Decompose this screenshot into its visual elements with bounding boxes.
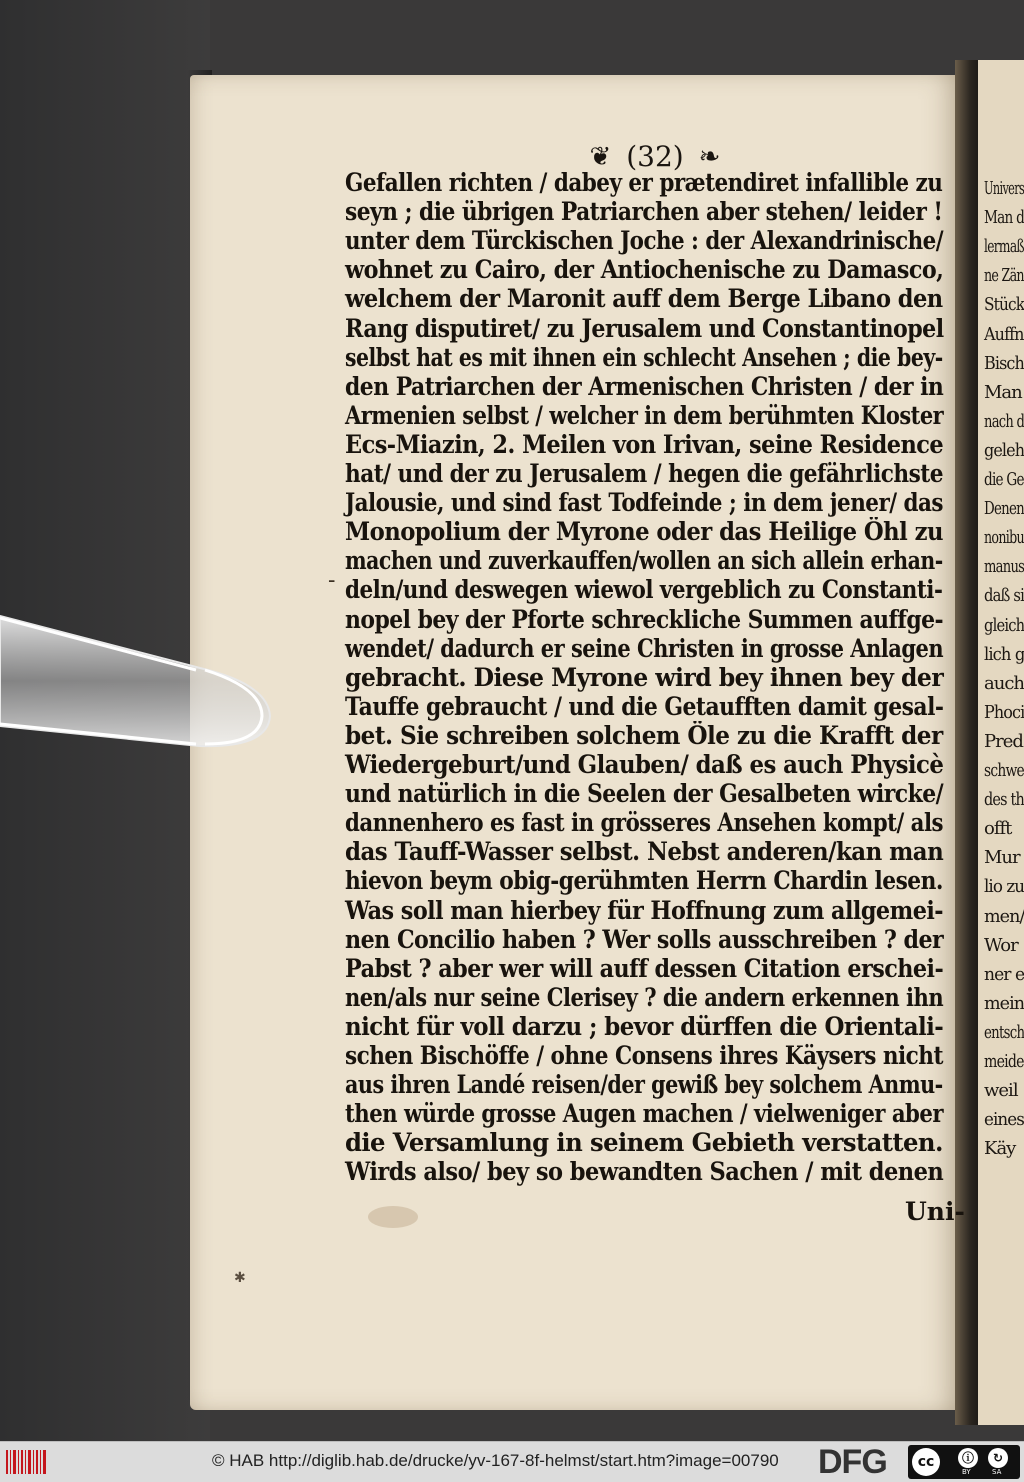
text-line: Monopolium der Myrone oder das Heilige Öhl zu [345,517,943,547]
text-line: gebracht. Diese Myrone wird bey ihnen bey der [345,662,944,692]
next-page-fragment: Man d [984,207,1024,229]
next-page-fragment: Denen [984,498,1024,520]
text-line: selbst hat es mit ihnen ein schlecht Ansehen ; die bey- [345,342,943,372]
next-page-fragment: Univers [984,178,1024,199]
by-label: BY [962,1468,971,1476]
text-line: then würde grosse Augen machen / vielweniger aber [345,1099,944,1129]
text-line: nen Concilio haben ? Wer solls ausschreiben ? der [345,924,944,954]
plastic-page-holder [0,598,280,778]
next-page-fragment: Bisch [984,352,1024,374]
next-page-fragment: Pred [984,730,1023,752]
text-line: welchem der Maronit auff dem Berge Libano den [345,284,943,314]
next-page-fragment: manus [984,556,1024,578]
next-page-fragment: des th [984,789,1024,811]
next-page-fragment: lich g [984,643,1024,665]
text-line: dannenhero es fast in grösseres Ansehen kompt/ als [345,808,944,838]
text-line: wendet/ dadurch er seine Christen in grosse Anlagen [345,633,944,663]
text-line: nopel bey der Pforte schreckliche Summen auffge- [345,604,944,634]
text-line: Pabst ? aber wer will auff dessen Citation erschei- [345,953,944,983]
text-line: machen und zuverkauffen/wollen an sich allein erhan- [345,546,943,576]
text-line: deln/und deswegen wiewol vergeblich zu Constanti- [345,575,943,605]
text-line: und natürlich in die Seelen der Gesalbeten wircke/ [345,779,944,809]
next-page-fragment: mein [984,992,1024,1014]
next-page-fragment: daß si [984,585,1024,607]
next-page-fragment: nonibu [984,527,1024,549]
paper-speck: ✱ [234,1270,246,1286]
text-line: hievon beym obig-gerühmten Herrn Chardin lesen. [345,866,943,896]
sa-label: SA [992,1468,1002,1476]
footer-bar [0,1441,1024,1482]
citation-link[interactable]: © HAB http://diglib.hab.de/drucke/yv-167-8f-helmst/start.htm?image=00790 [212,1451,779,1470]
cc-by-sa-icon[interactable] [908,1445,1020,1479]
ornament-icon: ❦ [589,141,612,172]
sa-icon: ↻ [988,1448,1008,1468]
text-line: aus ihren Landé reisen/der gewiß bey solchem Anmu- [345,1070,943,1100]
next-page-fragment: die Ge [984,469,1024,490]
text-line: nicht für voll darzu ; bevor dürffen die Orientali- [345,1011,944,1041]
text-line: seyn ; die übrigen Patriarchen aber stehen/ leider ! [345,197,943,227]
text-line: Wiedergeburt/und Glauben/ daß es auch Physicè [345,750,944,779]
text-line: unter dem Türckischen Joche : der Alexandrinische/ [345,226,944,256]
dfg-logo[interactable]: DFG [818,1443,887,1481]
next-page-fragment: schwe [984,760,1024,781]
next-page-fragment: weil [984,1080,1018,1102]
text-line: Jalousie, und sind fast Todfeinde ; in dem jener/ das [345,488,944,518]
next-page-edge [978,60,1024,1425]
next-page-fragment: Phoci [984,701,1024,723]
next-page-fragment: entsch [984,1021,1024,1043]
next-page-fragment: Auffn [984,323,1024,345]
next-page-fragment: Stück [984,294,1024,316]
text-line: das Tauff-Wasser selbst. Nebst anderen/kan man [345,837,944,867]
text-line: wohnet zu Cairo, der Antiochenische zu Damasco, [345,255,944,285]
ornament-icon: ❧ [698,141,721,172]
next-page-fragment: meide [984,1051,1024,1072]
next-page-fragment: Käy [984,1138,1016,1160]
text-line: nen/als nur seine Clerisey ? die andern erkennen ihn [345,982,944,1012]
text-line: Was soll man hierbey für Hoffnung zum allgemei- [345,895,944,925]
ink-smudge [368,1206,418,1228]
next-page-fragment: nach d [984,410,1024,432]
by-icon: ⓘ [958,1448,978,1468]
next-page-fragment: gleich [984,614,1024,636]
text-line: bet. Sie schreiben solchem Öle zu die Krafft der [345,720,943,750]
text-line: Wirds also/ bey so bewandten Sachen / mit denen [345,1157,944,1187]
text-line: schen Bischöffe / ohne Consens ihres Käysers nicht [345,1041,943,1070]
catchword: Uni- [905,1197,965,1226]
text-line: Ecs-Miazin, 2. Meilen von Irivan, seine Residence [345,429,944,459]
hab-barcode-logo[interactable] [4,1446,50,1478]
margin-mark: - [328,568,336,593]
next-page-fragment: Man [984,381,1022,403]
text-line: den Patriarchen der Armenischen Christen / der in [345,371,944,401]
next-page-fragment: geleh [984,439,1024,461]
next-page-fragment: eines [984,1109,1024,1131]
next-page-fragment: ne Zän [984,265,1024,287]
next-page-fragment: Mur [984,847,1020,869]
next-page-fragment: ner e [984,963,1024,985]
text-line: Tauffe gebraucht / und die Getaufften damit gesal- [345,691,944,721]
page-number: (32) [626,140,684,173]
text-line: Rang disputiret/ zu Jerusalem und Constantinopel [345,313,944,343]
text-line: die Versamlung in seinem Gebieth verstatten. [345,1128,943,1158]
next-page-fragment: offt [984,818,1012,840]
text-line: Gefallen richten / dabey er prætendiret infallible zu [345,168,943,197]
next-page-fragment: lermaß [984,236,1024,258]
next-page-fragment: men/ [984,905,1024,927]
next-page-fragment: lio zu [984,876,1024,898]
text-line: Armenien selbst / welcher in dem berühmten Kloster [345,400,944,430]
next-page-fragment: auch [984,672,1024,694]
next-page-fragment: Wor [984,934,1018,956]
cc-icon: cc [912,1448,940,1476]
text-line: hat/ und der zu Jerusalem / hegen die gefährlichste [345,459,943,488]
